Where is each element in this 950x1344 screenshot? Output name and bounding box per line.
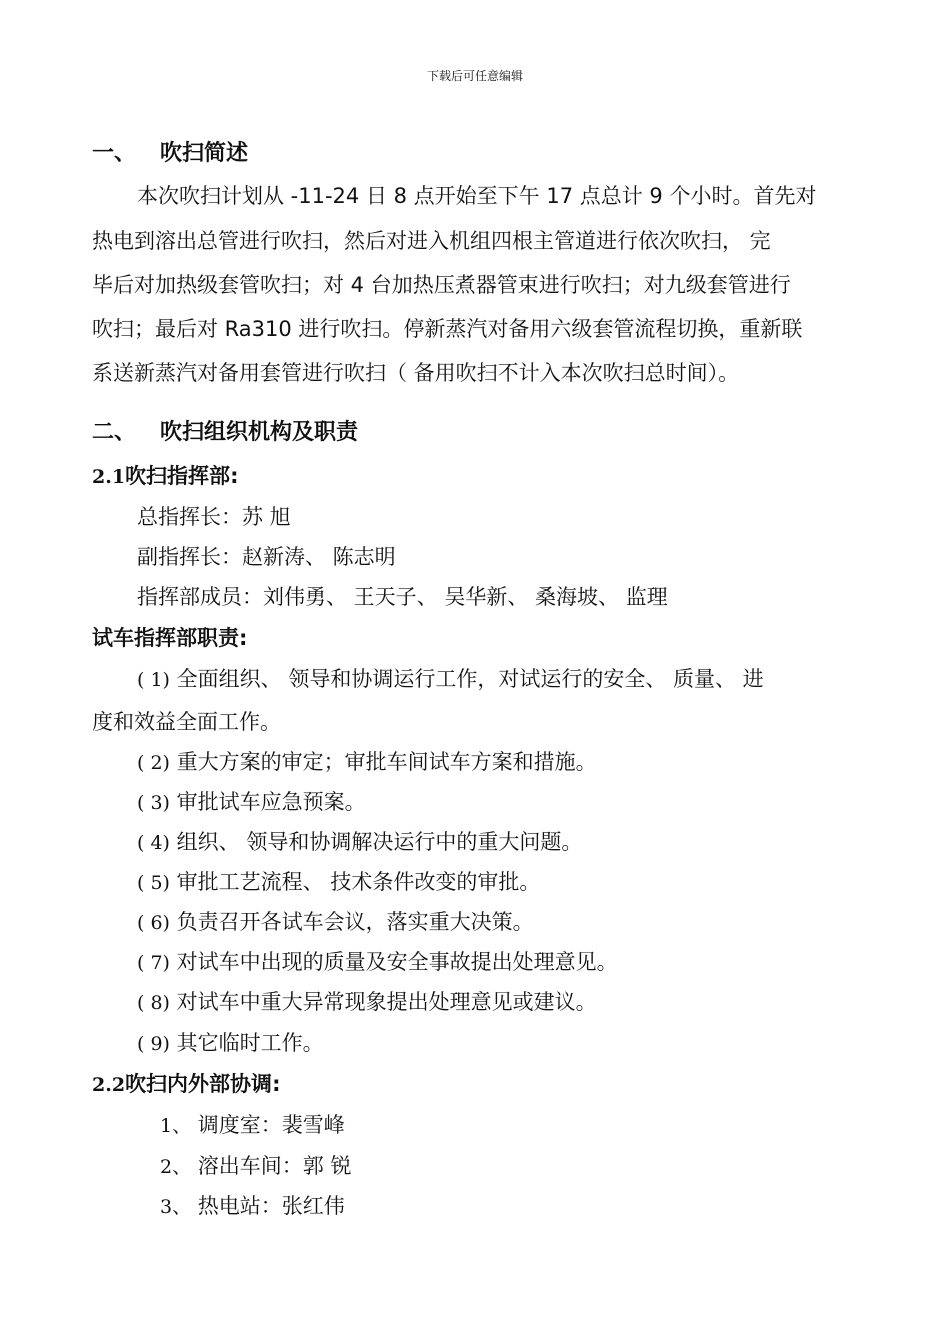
duty-number: ( 2) [137, 752, 170, 774]
duty-item-7 [137, 946, 618, 976]
coordination-item-1 [160, 1109, 345, 1139]
subsection-2-1-heading [92, 460, 238, 490]
coordination-number: 2、 [160, 1156, 192, 1178]
duty-number: ( 1) [137, 669, 170, 691]
section-1-title: 吹扫简述 [160, 141, 249, 166]
duty-number: ( 8) [137, 992, 170, 1014]
duty-item-8 [137, 986, 597, 1016]
duty-number: ( 4) [137, 832, 170, 854]
subsection-2-1-title: 吹扫指挥部 [125, 464, 231, 488]
deputy-commander-line: 副指挥长：赵新涛、 陈志明 [137, 545, 396, 569]
duty-text: 对试车中出现的质量及安全事故提出处理意见。 [176, 950, 618, 974]
duty-item-9 [137, 1027, 324, 1057]
duty-number: ( 5) [137, 872, 170, 894]
section-1-line-3: 毕后对加热级套管吹扫；对 4 台加热压煮器管束进行吹扫；对九级套管进行 [92, 273, 791, 297]
coordination-number: 3、 [160, 1196, 192, 1218]
duty-text: 其它临时工作。 [176, 1031, 324, 1055]
duty-item-4 [137, 826, 582, 856]
duty-number: ( 6) [137, 912, 170, 934]
duty-number: ( 3) [137, 792, 170, 814]
section-1-line-1: 本次吹扫计划从 -11-24 日 8 点开始至下午 17 点总计 9 个小时。首先对 [137, 184, 817, 208]
coordination-number: 1、 [160, 1115, 192, 1137]
duty-text: 重大方案的审定；审批车间试车方案和措施。 [176, 750, 597, 774]
subsection-2-1-colon: : [230, 464, 239, 488]
duties-colon: : [239, 626, 248, 650]
coordination-text: 热电站：张红伟 [197, 1194, 345, 1218]
duty-item-1-continuation: 度和效益全面工作。 [92, 710, 281, 734]
page-header: 下载后可任意编辑 [426, 69, 523, 83]
members-line: 指挥部成员：刘伟勇、 王天子、 吴华新、 桑海坡、 监理 [137, 585, 668, 609]
section-2-marker: 二、 [92, 420, 137, 445]
duties-title: 试车指挥部职责 [92, 626, 239, 650]
duty-text: 对试车中重大异常现象提出处理意见或建议。 [176, 990, 597, 1014]
duty-item-5 [137, 866, 540, 896]
subsection-2-2-title: 吹扫内外部协调 [125, 1072, 273, 1096]
duties-heading [92, 622, 247, 652]
duty-item-6 [137, 906, 534, 936]
duty-item-3 [137, 786, 366, 816]
subsection-2-2-colon: : [272, 1072, 281, 1096]
duty-item-1 [137, 663, 764, 693]
coordination-item-3 [160, 1190, 345, 1220]
coordination-text: 调度室：裴雪峰 [197, 1113, 345, 1137]
subsection-2-1-number: 2.1 [92, 466, 126, 488]
section-1-marker: 一、 [92, 141, 137, 166]
duty-text: 审批工艺流程、 技术条件改变的审批。 [176, 870, 541, 894]
section-1-line-2: 热电到溶出总管进行吹扫，然后对进入机组四根主管道进行依次吹扫， 完 [92, 229, 771, 253]
section-1-heading [92, 136, 248, 167]
duty-text: 组织、 领导和协调解决运行中的重大问题。 [176, 830, 583, 854]
section-2-heading [92, 415, 358, 446]
duty-item-2 [137, 746, 597, 776]
duty-number: ( 9) [137, 1033, 170, 1055]
subsection-2-2-number: 2.2 [92, 1074, 126, 1096]
duty-text: 审批试车应急预案。 [176, 790, 366, 814]
duty-number: ( 7) [137, 952, 170, 974]
section-1-line-5: 系送新蒸汽对备用套管进行吹扫（ 备用吹扫不计入本次吹扫总时间）。 [92, 361, 740, 385]
section-1-line-4: 吹扫；最后对 Ra310 进行吹扫。停新蒸汽对备用六级套管流程切换，重新联 [92, 317, 803, 341]
section-2-title: 吹扫组织机构及职责 [160, 420, 359, 445]
duty-text: 全面组织、 领导和协调运行工作，对试运行的安全、 质量、 进 [176, 667, 764, 691]
commander-line: 总指挥长：苏 旭 [137, 505, 291, 529]
coordination-item-2 [160, 1150, 351, 1180]
subsection-2-2-heading [92, 1068, 280, 1098]
coordination-text: 溶出车间：郭 锐 [197, 1154, 352, 1178]
duty-text: 负责召开各试车会议，落实重大决策。 [176, 910, 534, 934]
